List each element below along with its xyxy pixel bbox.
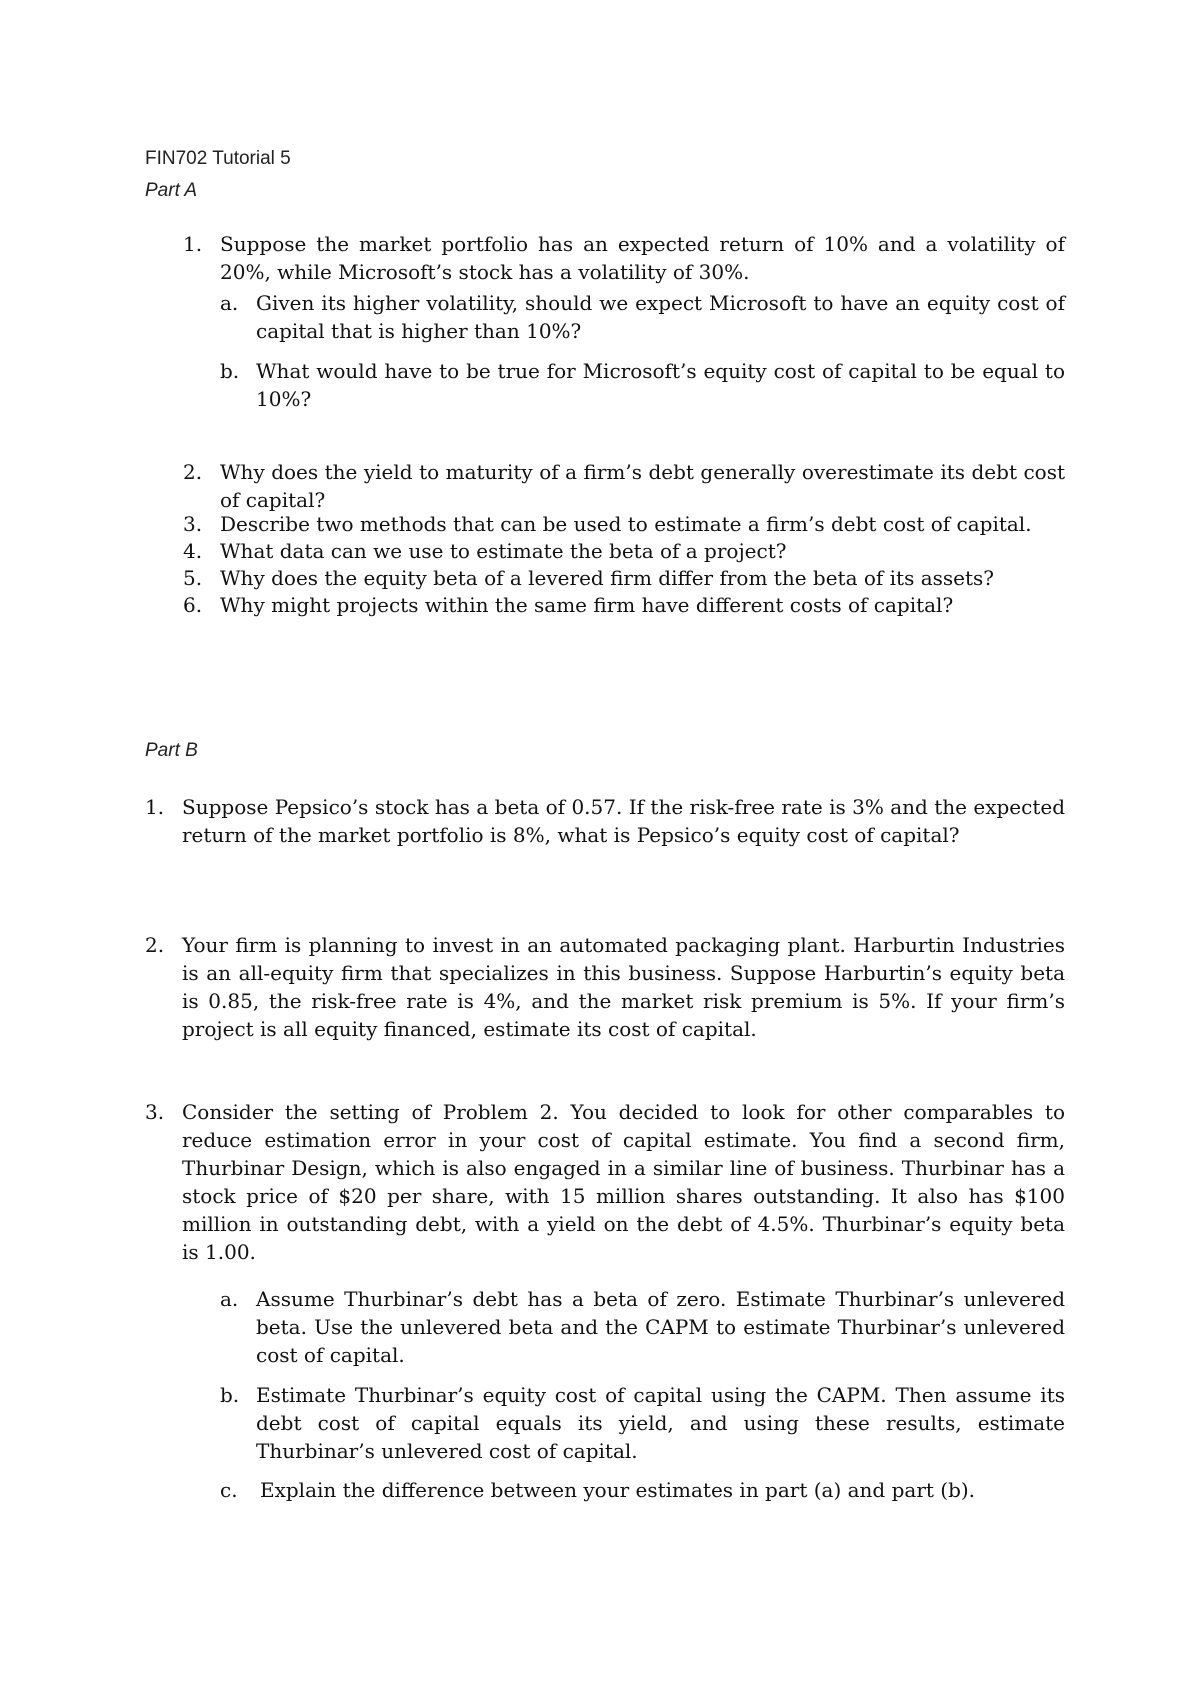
part-a-q6-text: Why might projects within the same firm have different costs of capital? bbox=[220, 593, 954, 617]
part-b-q2-text: Your firm is planning to invest in an automated packaging plant. Harburtin Industries is an all-equity firm that specializes in this business. Suppose Harburtin’s equity beta is 0.85, the risk-free rate is 4%, and the market risk premium is 5%. If your firm’s project is all equity financed, estimate its cost of capital. bbox=[182, 933, 1065, 1041]
part-b-heading: Part B bbox=[145, 740, 198, 761]
part-b-q2-number: 2. bbox=[145, 933, 165, 957]
document-title: FIN702 Tutorial 5 bbox=[145, 148, 291, 169]
part-a-heading: Part A bbox=[145, 180, 198, 201]
part-a-q2-text: Why does the yield to maturity of a firm’s debt generally overestimate its debt cost of capital? bbox=[220, 460, 1065, 512]
part-b-q3b-letter: b. bbox=[220, 1383, 240, 1407]
part-b-q3-text: Consider the setting of Problem 2. You decided to look for other comparables to reduce estimation error in your cost of capital estimate. You find a second firm, Thurbinar Design, which is also engaged in a similar line of business. Thurbinar has a stock price of $20 per share, with 15 million shares outstanding. It also has $100 million in outstanding debt, with a yield on the debt of 4.5%. Thurbinar’s equity beta is 1.00. bbox=[182, 1100, 1065, 1264]
part-a-q5-number: 5. bbox=[183, 566, 203, 590]
part-a-q4-number: 4. bbox=[183, 539, 203, 563]
part-a-q1b-letter: b. bbox=[220, 359, 240, 383]
part-a-q1a-text: Given its higher volatility, should we expect Microsoft to have an equity cost of capital that is higher than 10%? bbox=[256, 291, 1065, 343]
part-b-q3c-text: Explain the difference between your estimates in part (a) and part (b). bbox=[260, 1478, 976, 1502]
part-b-q3c-letter: c. bbox=[220, 1478, 238, 1502]
part-b-q1-text: Suppose Pepsico’s stock has a beta of 0.57. If the risk-free rate is 3% and the expected return of the market portfolio is 8%, what is Pepsico’s equity cost of capital? bbox=[182, 795, 1065, 847]
part-b-q3-number: 3. bbox=[145, 1100, 165, 1124]
part-a-q6-number: 6. bbox=[183, 593, 203, 617]
part-a-q1a-letter: a. bbox=[220, 291, 239, 315]
part-a-q2-number: 2. bbox=[183, 460, 203, 484]
part-a-q1-text: Suppose the market portfolio has an expected return of 10% and a volatility of 20%, while Microsoft’s stock has a volatility of 30%. bbox=[220, 232, 1065, 284]
part-a-q3-number: 3. bbox=[183, 512, 203, 536]
part-b-q3a-letter: a. bbox=[220, 1287, 239, 1311]
part-a-q3-text: Describe two methods that can be used to estimate a firm’s debt cost of capital. bbox=[220, 512, 1032, 536]
part-b-q1-number: 1. bbox=[145, 795, 165, 819]
part-a-q4-text: What data can we use to estimate the beta of a project? bbox=[220, 539, 787, 563]
part-b-q3a-text: Assume Thurbinar’s debt has a beta of zero. Estimate Thurbinar’s unlevered beta. Use the unlevered beta and the CAPM to estimate Thurbinar’s unlevered cost of capital. bbox=[256, 1287, 1065, 1367]
part-b-q3b-text: Estimate Thurbinar’s equity cost of capital using the CAPM. Then assume its debt cost of capital equals its yield, and using these results, estimate Thurbinar’s unlevered cost of capital. bbox=[256, 1383, 1065, 1463]
part-a-q5-text: Why does the equity beta of a levered firm differ from the beta of its assets? bbox=[220, 566, 995, 590]
part-a-q1-number: 1. bbox=[183, 232, 203, 256]
part-a-q1b-text: What would have to be true for Microsoft’s equity cost of capital to be equal to 10%? bbox=[256, 359, 1065, 411]
